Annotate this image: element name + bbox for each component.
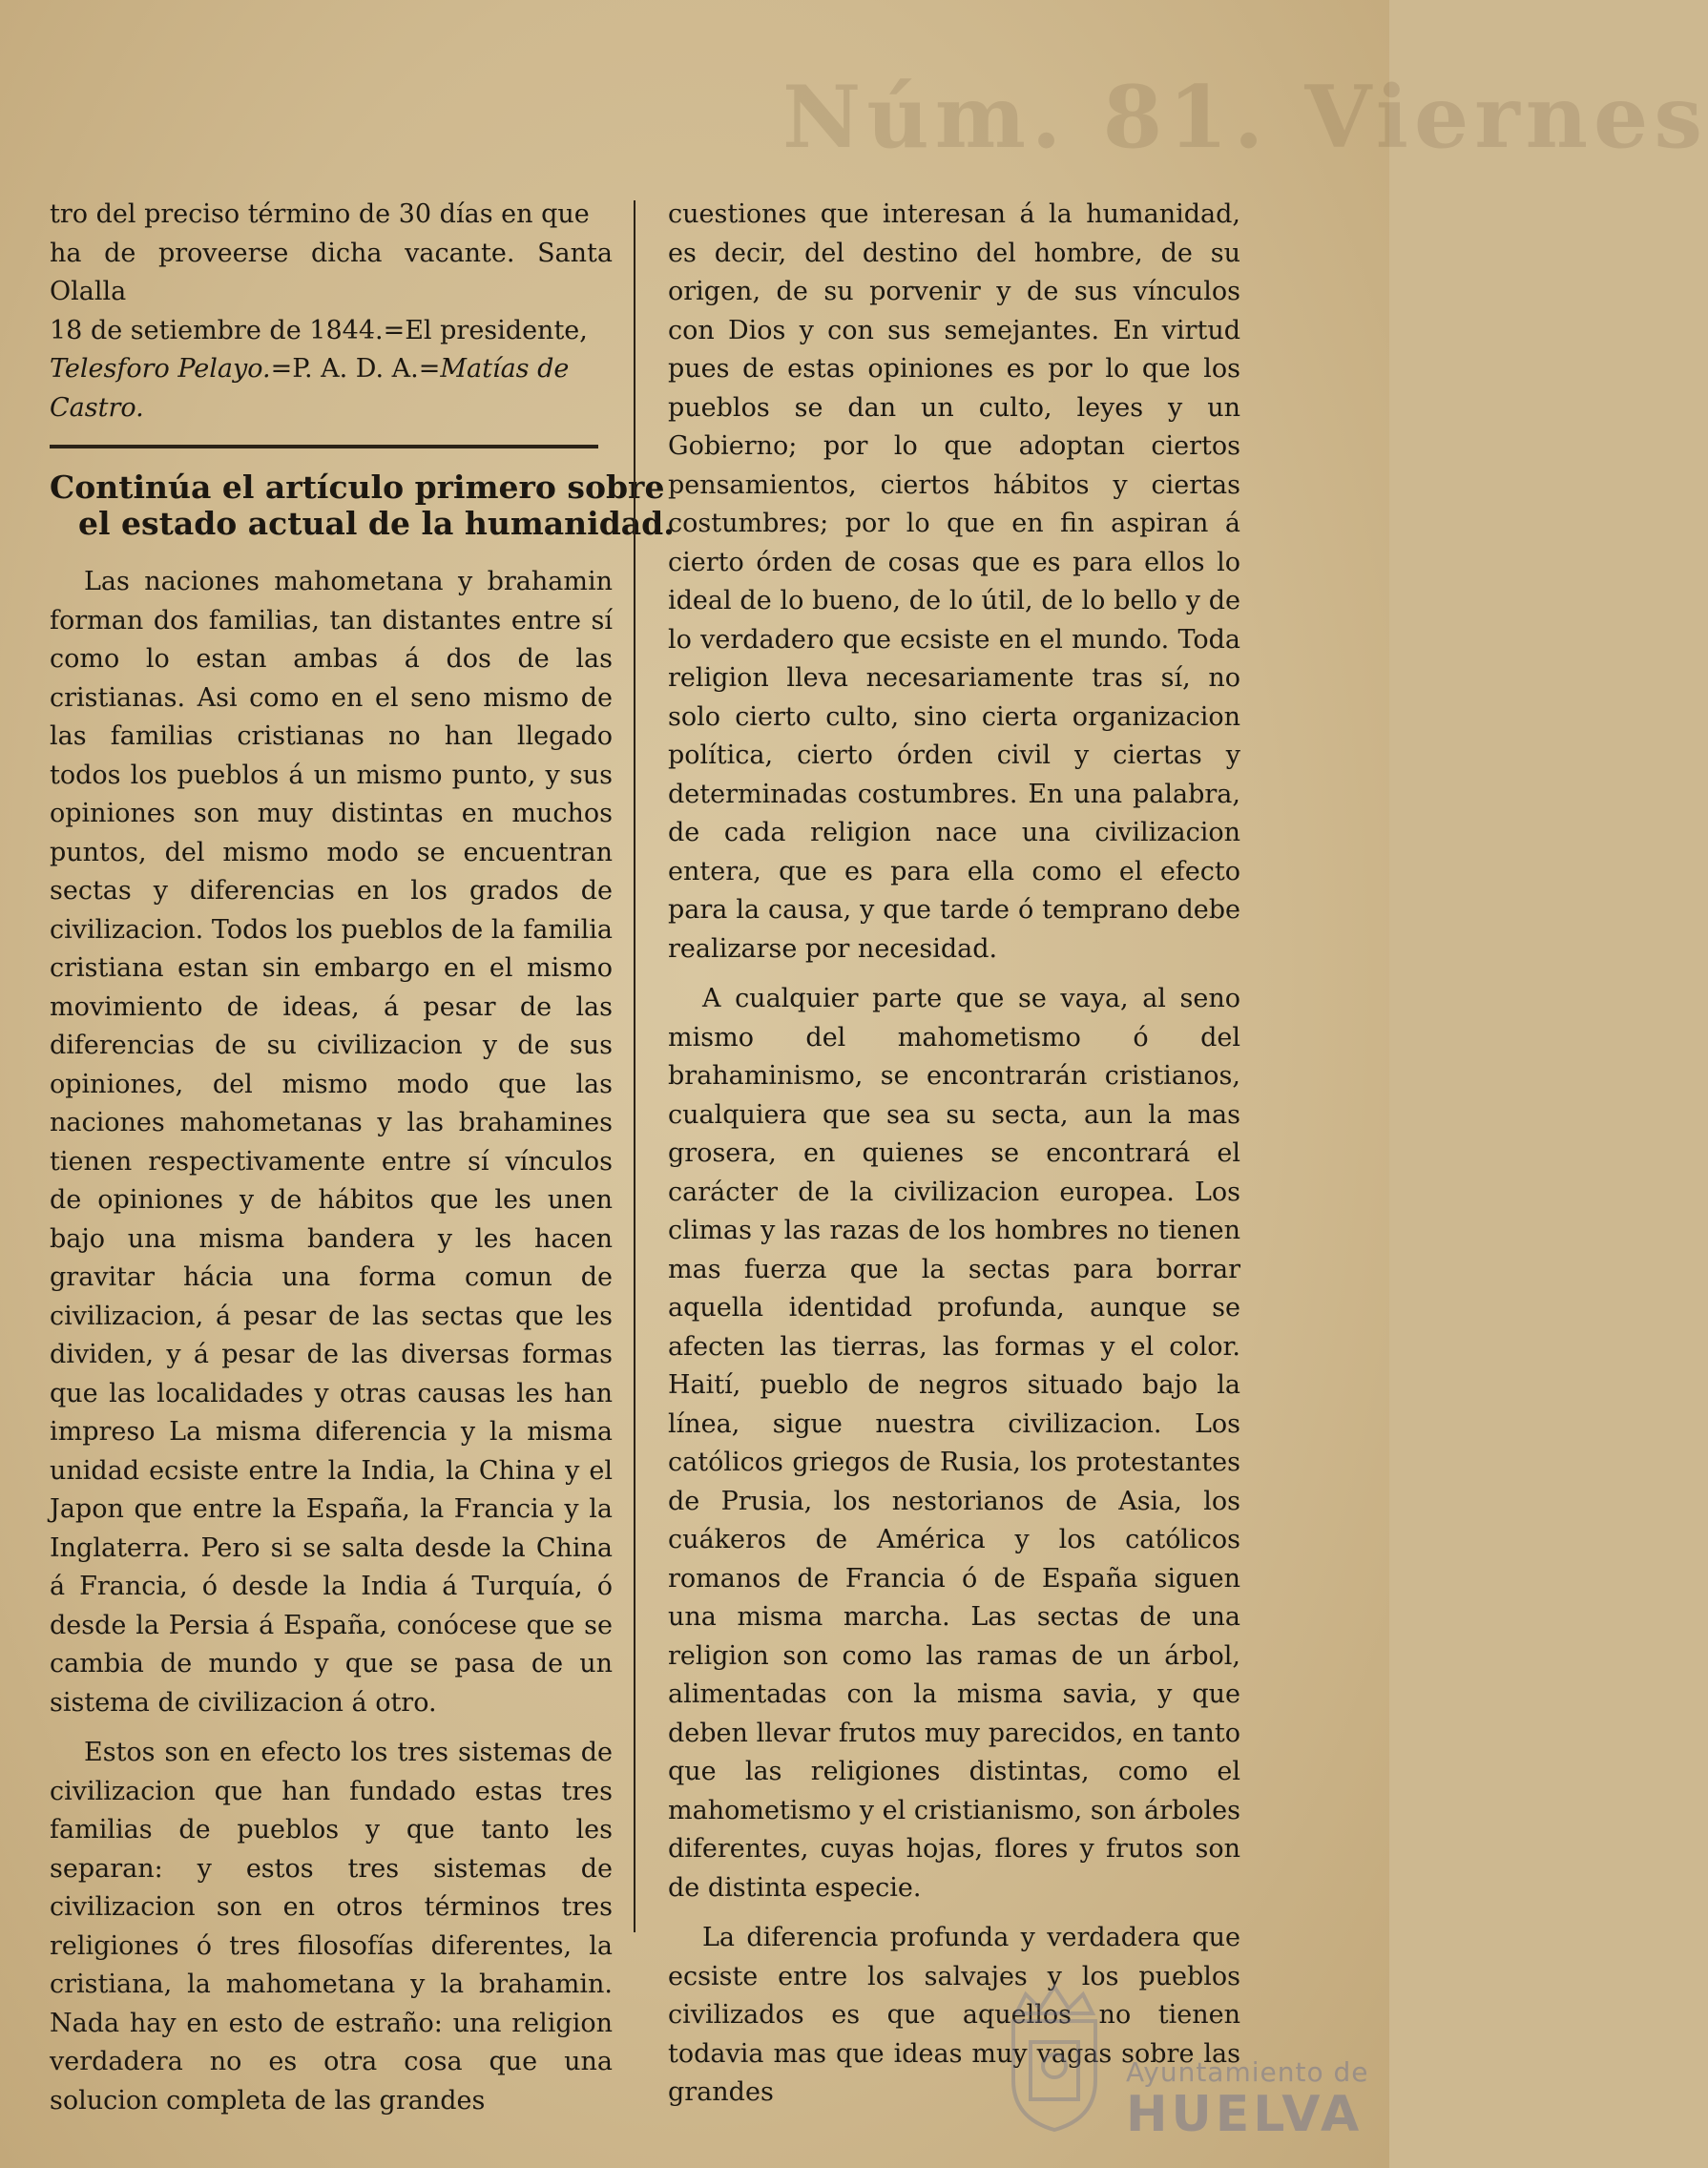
section-divider: [50, 445, 598, 448]
right-column: [668, 196, 1240, 2113]
signatory-name: Castro.: [50, 392, 144, 423]
notice-abbreviation: =P. A. D. A.=: [270, 354, 441, 384]
official-notice: [50, 196, 613, 427]
heading-line: el estado actual de la humanidad.: [78, 505, 675, 542]
notice-line: ha de proveerse dicha vacante. Santa Olalla: [50, 238, 613, 306]
notice-line: 18 de setiembre de 1844.=El presidente,: [50, 315, 588, 345]
left-column: [50, 196, 675, 2120]
watermark-line: Ayuntamiento de: [1126, 2056, 1369, 2088]
column-divider: [634, 200, 635, 1932]
coat-of-arms-icon: [1002, 1975, 1107, 2137]
notice-line: tro del preciso término de 30 días en que: [50, 199, 590, 229]
article-heading: [50, 469, 675, 542]
watermark-line: HUELVA: [1126, 2086, 1364, 2143]
heading-line: Continúa el artículo primero sobre: [50, 469, 665, 506]
archive-watermark: [1126, 2056, 1369, 2141]
signatory-name: Telesforo Pelayo.: [50, 354, 271, 384]
body-paragraph: cuestiones que interesan á la humanidad, es decir, del destino del hombre, de su origen, de su porvenir y de sus vínculos con Dios y con sus semejantes. En virtud pues de estas opiniones es por lo que los pueblos se dan un culto, leyes y un Gobierno; por lo que adoptan ciertos pensamientos, ciertos hábitos y ciertas costumbres; por lo que en fin aspiran á cierto órden de cosas que es para ellos lo ideal de lo bueno, de lo útil, de lo bello y de lo verdadero que ecsiste en el mundo. Toda religion lleva necesariamente tras sí, no solo cierto culto, sino cierta organizacion política, cierto órden civil y ciertas y determinadas costumbres. En una palabra, de cada religion nace una civilizacion entera, que es para ella como el efecto para la causa, y que tarde ó temprano debe realizarse por necesidad.: [668, 199, 1240, 964]
body-paragraph: A cualquier parte que se vaya, al seno mismo del mahometismo ó del brahaminismo, se encontrarán cristianos, cualquiera que sea su secta, aun la mas grosera, en quienes se encontrará el carácter de la civilizacion europea. Los climas y las razas de los hombres no tienen mas fuerza que la sectas para borrar aquella identidad profunda, aunque se afecten las tierras, las formas y el color. Haití, pueblo de negros situado bajo la línea, sigue nuestra civilizacion. Los católicos griegos de Rusia, los protestantes de Prusia, los nestorianos de Asia, los cuákeros de América y los católicos romanos de Francia ó de España siguen una misma marcha. Las sectas de una religion son como las ramas de un árbol, alimentadas con la misma savia, y que deben llevar frutos muy parecidos, en tanto que las religiones distintas, como el mahometismo y el cristianismo, son árboles diferentes, cuyas hojas, flores y frutos son de distinta especie.: [668, 984, 1240, 1903]
show-through-header: Núm. 81. Viernes: [782, 67, 1708, 168]
body-paragraph: Estos son en efecto los tres sistemas de civilizacion que han fundado estas tres familias de pueblos y que tanto les separan: y estos tres sistemas de civilizacion son en otros términos tres religiones ó tres filosofías diferentes, la cristiana, la mahometana y la brahamin. Nada hay en esto de estraño: una religion verdadera no es otra cosa que una solucion completa de las grandes: [50, 1738, 613, 2116]
signatory-name: Matías de: [440, 354, 570, 384]
body-paragraph: Las naciones mahometana y brahamin forman dos familias, tan distantes entre sí como lo estan ambas á dos de las cristianas. Asi como en el seno mismo de las familias cristianas no han llegado todos los pueblos á un mismo punto, y sus opiniones son muy distintas en muchos puntos, del mismo modo se encuentran sectas y diferencias en los grados de civilizacion. Todos los pueblos de la familia cristiana estan sin embargo en el mismo movimiento de ideas, á pesar de las diferencias de su civilizacion y de sus opiniones, del mismo modo que las naciones mahometanas y las brahamines tienen respectivamente entre sí vínculos de opiniones y de hábitos que les unen bajo una misma bandera y les hacen gravitar hácia una forma comun de civilizacion, á pesar de las sectas que les dividen, y á pesar de las diversas formas que las localidades y otras causas les han impreso La misma diferencia y la misma unidad ecsiste entre la India, la China y el Japon que entre la España, la Francia y la Inglaterra. Pero si se salta desde la China á Francia, ó desde la India á Turquía, ó desde la Persia á España, conócese que se cambia de mundo y que se pasa de un sistema de civilizacion á otro.: [50, 567, 613, 1718]
body-paragraph: La diferencia profunda y verdadera que ecsiste entre los salvajes y los pueblos civilizados es que aquellos no tienen todavia mas que ideas muy vagas sobre las grandes: [668, 1923, 1240, 2107]
